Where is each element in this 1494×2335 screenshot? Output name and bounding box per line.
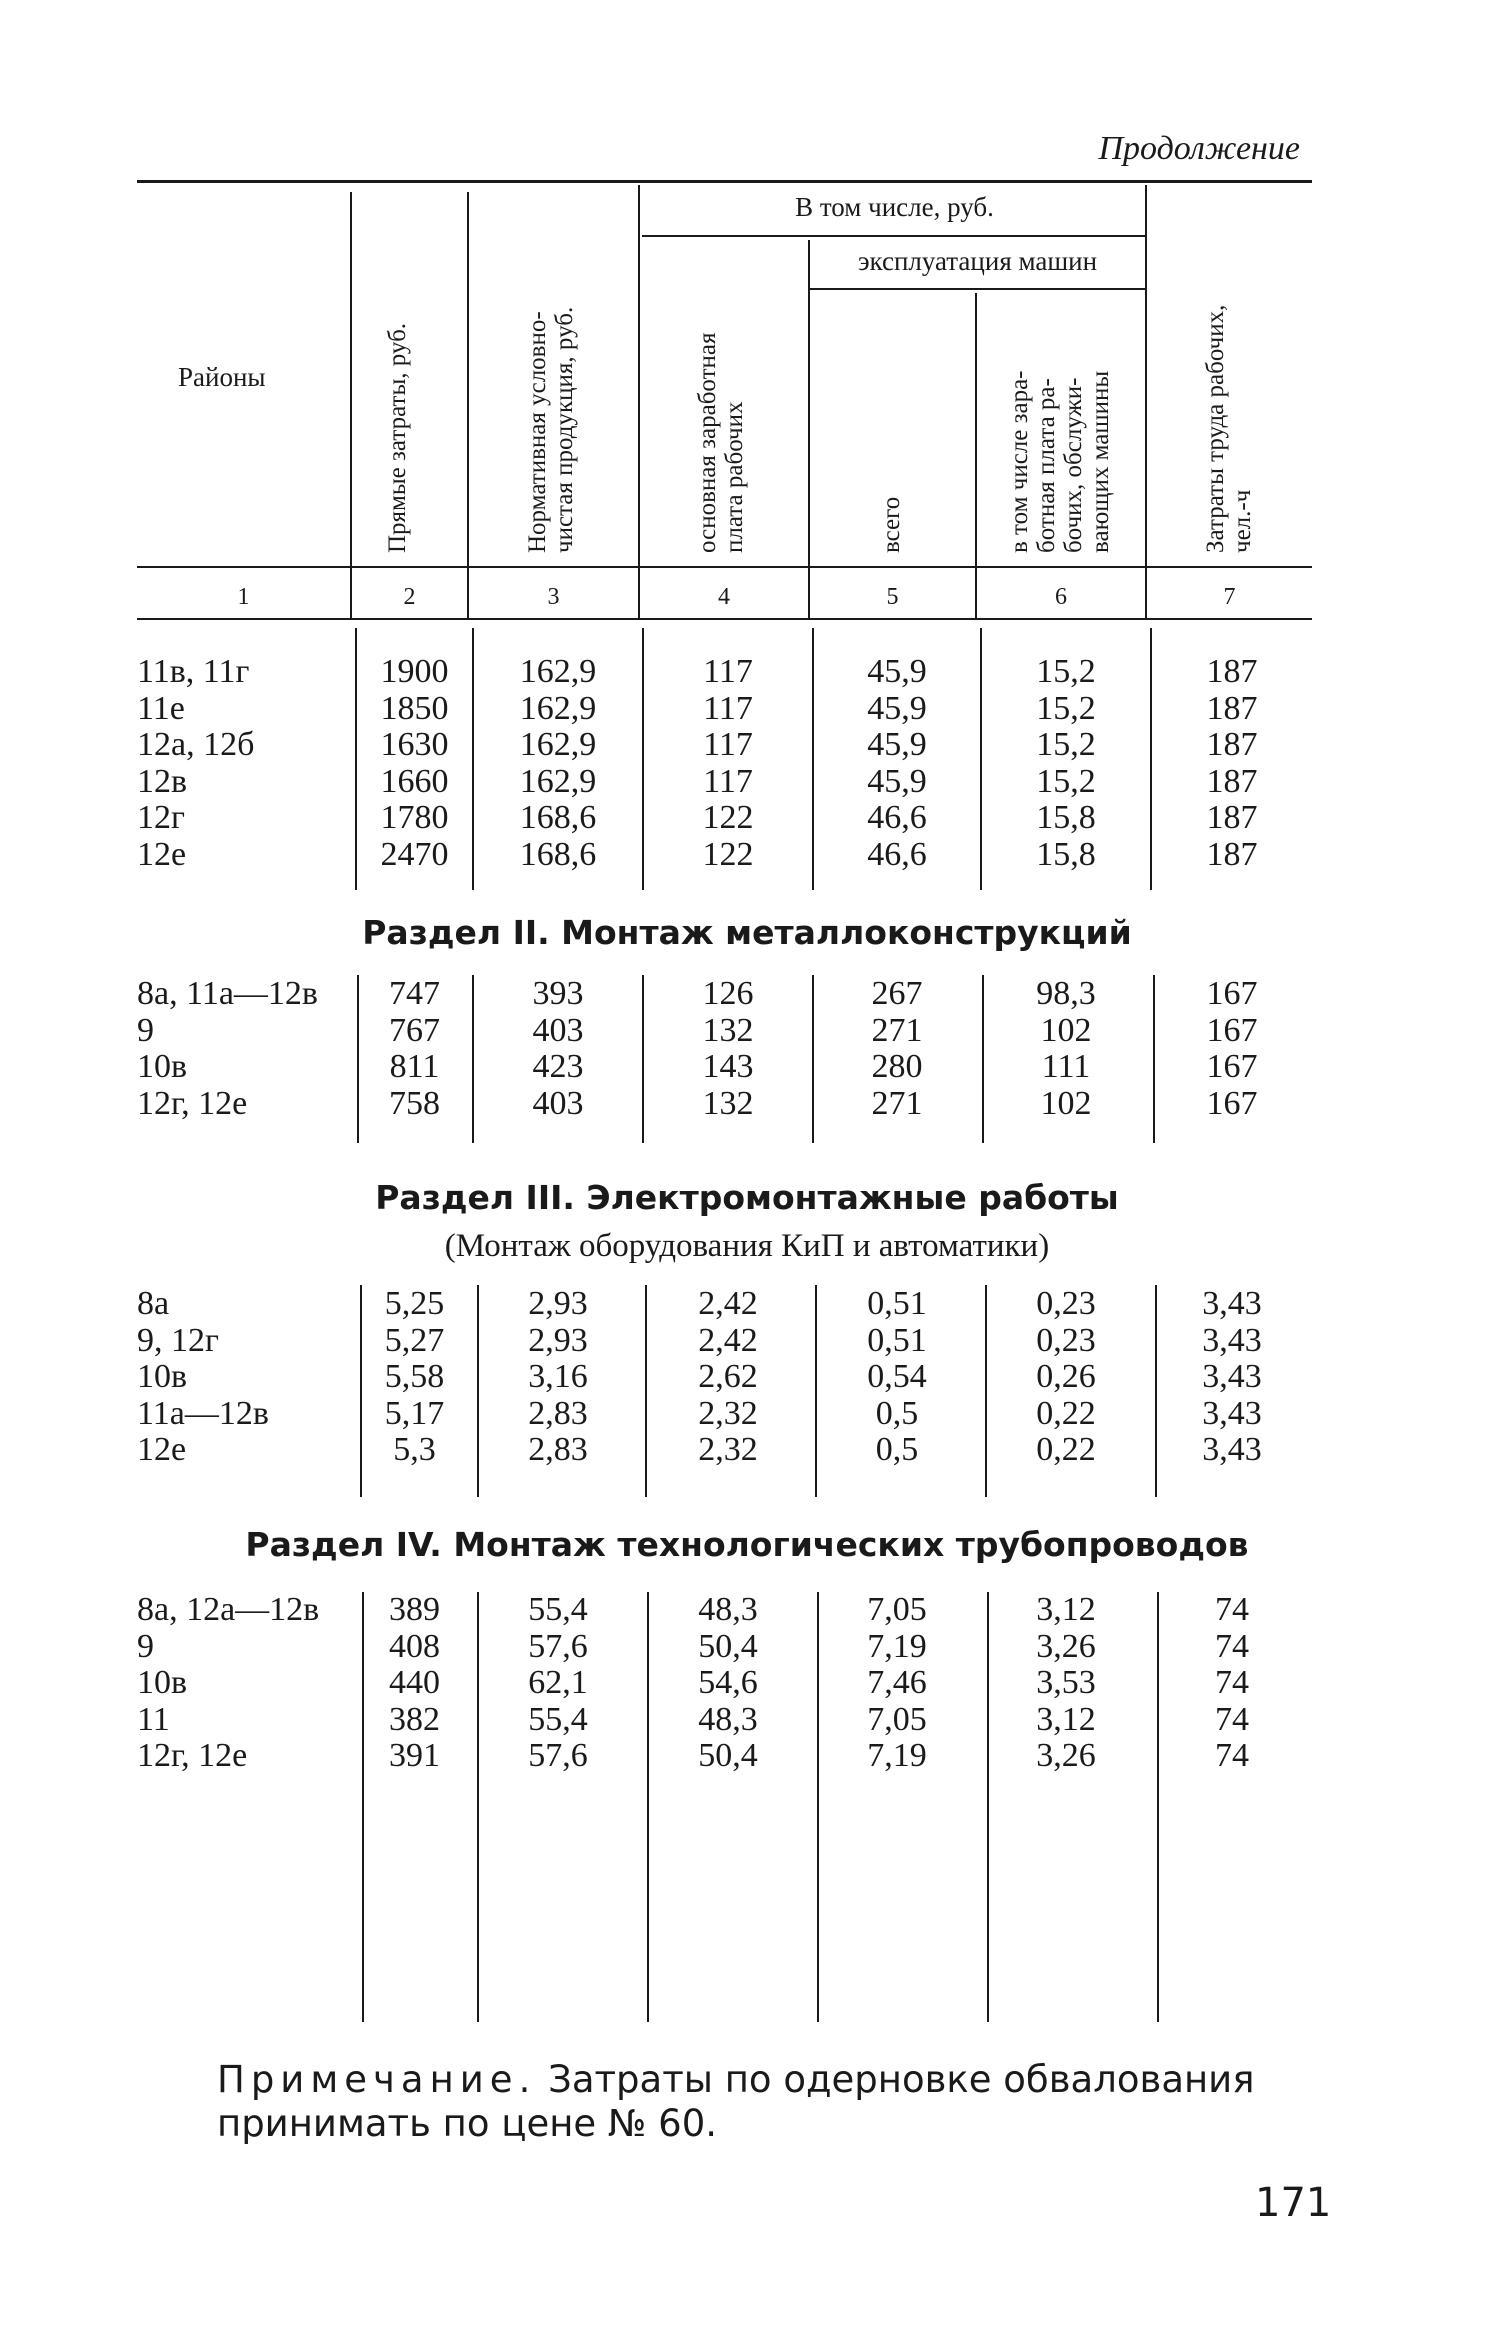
value-cell: 74 [1215,1664,1249,1701]
value-cell: 74 [1215,1627,1249,1665]
value-cell: 2470 [380,835,449,873]
value-cell: 408 [389,1627,440,1665]
region-cell: 10в [137,1664,188,1701]
value-cell: 267 [871,975,923,1012]
table-row [0,1665,1494,1702]
value-cell: 5,58 [384,1358,445,1395]
header-vrule [467,192,469,620]
header-base-wage: основная заработная плата рабочих [694,332,748,553]
value-cell: 5,3 [393,1431,436,1468]
value-cell: 162,9 [519,689,597,727]
value-cell: 15,2 [1036,653,1096,690]
machines-rule [808,288,1147,290]
value-cell: 280 [871,1048,923,1085]
value-cell: 57,6 [528,1737,588,1774]
header-vrule [808,240,810,620]
table-row [0,1323,1494,1360]
header-direct-costs: Прямые затраты, руб. [384,322,411,553]
value-cell: 3,43 [1202,1321,1262,1359]
value-cell: 2,93 [528,1321,588,1359]
value-cell: 62,1 [528,1664,588,1701]
header-bottom-rule [137,566,1312,568]
col-number: 6 [1055,584,1067,610]
value-cell: 0,5 [875,1431,919,1468]
table-row [0,1738,1494,1775]
value-cell: 811 [389,1048,440,1085]
region-cell: 9, 12г [137,1321,219,1359]
col-number: 2 [403,584,416,610]
header-vrule [975,293,977,620]
value-cell: 74 [1215,1591,1249,1628]
value-cell: 2,32 [698,1394,758,1432]
value-cell: 187 [1206,689,1258,727]
value-cell: 5,27 [384,1321,445,1359]
value-cell: 117 [703,726,753,763]
table-row [0,837,1494,874]
table-row [0,976,1494,1013]
value-cell: 74 [1215,1737,1249,1774]
value-cell: 122 [702,835,754,873]
value-cell: 2,42 [698,1285,758,1322]
value-cell: 0,54 [867,1358,927,1395]
value-cell: 403 [532,1084,584,1122]
value-cell: 46,6 [867,835,927,873]
value-cell: 7,46 [867,1664,927,1701]
value-cell: 0,5 [875,1394,919,1432]
value-cell: 391 [389,1737,440,1774]
value-cell: 423 [532,1048,584,1085]
region-cell: 12е [137,1431,187,1468]
value-cell: 57,6 [528,1627,588,1665]
value-cell: 98,3 [1036,975,1096,1012]
header-regions: Районы [178,362,266,392]
region-cell: 8а, 12а—12в [137,1591,320,1628]
region-cell: 12а, 12б [137,726,255,763]
value-cell: 74 [1215,1700,1249,1738]
value-cell: 117 [703,689,753,727]
value-cell: 3,26 [1036,1737,1096,1774]
value-cell: 3,12 [1036,1591,1096,1628]
value-cell: 117 [703,653,753,690]
region-cell: 10в [137,1048,188,1085]
value-cell: 389 [389,1591,440,1628]
value-cell: 758 [389,1084,440,1122]
value-cell: 54,6 [698,1664,758,1701]
value-cell: 1660 [380,762,449,800]
col-number: 4 [718,584,730,610]
header-machines-label: эксплуатация машин [857,246,1098,276]
value-cell: 3,53 [1036,1664,1096,1701]
value-cell: 102 [1040,1084,1092,1122]
table-row [0,800,1494,837]
value-cell: 15,8 [1036,835,1096,873]
value-cell: 55,4 [528,1591,588,1628]
value-cell: 15,8 [1036,799,1096,836]
value-cell: 271 [871,1084,923,1122]
value-cell: 747 [389,975,440,1012]
table-row [0,1629,1494,1666]
table-row [0,764,1494,801]
value-cell: 3,43 [1202,1431,1262,1468]
value-cell: 1850 [380,689,449,727]
value-cell: 0,51 [867,1285,927,1322]
value-cell: 7,05 [867,1700,927,1738]
footnote-label: Примечание. [217,2058,537,2101]
value-cell: 111 [1041,1048,1091,1085]
value-cell: 7,05 [867,1591,927,1628]
value-cell: 1780 [380,799,449,836]
value-cell: 767 [389,1011,440,1049]
section-4-title: Раздел IV. Монтаж технологических трубопроводов [245,1525,1249,1564]
numbers-bottom-rule [137,618,1312,620]
value-cell: 167 [1206,1011,1258,1049]
value-cell: 167 [1206,1048,1258,1085]
value-cell: 1630 [380,726,449,763]
value-cell: 187 [1206,653,1258,690]
value-cell: 187 [1206,726,1258,763]
region-cell: 12в [137,762,188,800]
value-cell: 3,16 [528,1358,588,1395]
region-cell: 11 [137,1700,170,1738]
value-cell: 1900 [380,653,449,690]
value-cell: 15,2 [1036,726,1096,763]
value-cell: 0,51 [867,1321,927,1359]
region-cell: 11е [137,689,185,727]
value-cell: 117 [703,762,753,800]
value-cell: 15,2 [1036,689,1096,727]
value-cell: 393 [532,975,584,1012]
footnote [217,2058,1317,2146]
value-cell: 50,4 [698,1627,758,1665]
value-cell: 5,17 [384,1394,445,1432]
value-cell: 45,9 [867,762,927,800]
group-rule [642,235,1147,237]
value-cell: 168,6 [519,835,597,873]
value-cell: 168,6 [519,799,597,836]
table-row [0,1592,1494,1629]
value-cell: 187 [1206,762,1258,800]
value-cell: 2,32 [698,1431,758,1468]
table-row [0,1359,1494,1396]
value-cell: 187 [1206,835,1258,873]
value-cell: 5,25 [384,1285,445,1322]
continuation-label: Продолжение [1098,130,1300,167]
value-cell: 45,9 [867,689,927,727]
region-cell: 12г [137,799,185,836]
value-cell: 132 [702,1011,754,1049]
value-cell: 45,9 [867,726,927,763]
header-total: всего [878,496,905,553]
header-machine-wage: в том числе зара- ботная плата ра- бочих, обслужи- вающих машины [1006,370,1114,553]
header-vrule [638,185,640,620]
value-cell: 0,23 [1036,1285,1096,1322]
value-cell: 271 [871,1011,923,1049]
section-3-subtitle: (Монтаж оборудования КиП и автоматики) [444,1228,1050,1264]
value-cell: 2,93 [528,1285,588,1322]
value-cell: 102 [1040,1011,1092,1049]
table-row [0,1013,1494,1050]
value-cell: 55,4 [528,1700,588,1738]
value-cell: 3,43 [1202,1394,1262,1432]
value-cell: 3,43 [1202,1358,1262,1395]
region-cell: 12г, 12е [137,1737,248,1774]
value-cell: 167 [1206,975,1258,1012]
header-labor: Затраты труда рабочих, чел.-ч [1202,304,1256,553]
value-cell: 167 [1206,1084,1258,1122]
section-2-title: Раздел II. Монтаж металлоконструкций [362,913,1132,952]
value-cell: 0,22 [1036,1394,1096,1432]
value-cell: 50,4 [698,1737,758,1774]
value-cell: 0,22 [1036,1431,1096,1468]
value-cell: 7,19 [867,1627,927,1665]
header-normative-product: Нормативная условно- чистая продукция, руб. [524,306,578,553]
header-vrule [350,192,352,620]
region-cell: 9 [137,1011,154,1049]
section-3-title: Раздел III. Электромонтажные работы [375,1178,1119,1217]
value-cell: 3,43 [1202,1285,1262,1322]
region-cell: 8а [137,1285,170,1322]
col-number: 3 [547,584,560,610]
value-cell: 143 [702,1048,754,1085]
region-cell: 11в, 11г [137,653,250,690]
value-cell: 7,19 [867,1737,927,1774]
table-row [0,1432,1494,1469]
value-cell: 3,12 [1036,1700,1096,1738]
value-cell: 440 [389,1664,440,1701]
value-cell: 2,83 [528,1431,588,1468]
value-cell: 403 [532,1011,584,1049]
region-cell: 10в [137,1358,188,1395]
footnote-text: Затраты по одерновке обвалования принимать по цене № 60. [217,2058,1255,2145]
value-cell: 15,2 [1036,762,1096,800]
value-cell: 0,23 [1036,1321,1096,1359]
header-group-label: В том числе, руб. [795,192,994,222]
region-cell: 9 [137,1627,154,1665]
value-cell: 3,26 [1036,1627,1096,1665]
value-cell: 122 [702,799,754,836]
value-cell: 187 [1206,799,1258,836]
region-cell: 11а—12в [137,1394,269,1432]
region-cell: 12е [137,835,187,873]
value-cell: 2,42 [698,1321,758,1359]
table-row [0,1286,1494,1323]
value-cell: 126 [702,975,754,1012]
value-cell: 2,83 [528,1394,588,1432]
table-row [0,654,1494,691]
table-row [0,727,1494,764]
value-cell: 132 [702,1084,754,1122]
table-row [0,1086,1494,1123]
col-number: 1 [237,584,250,610]
table-row [0,1049,1494,1086]
region-cell: 8а, 11а—12в [137,975,318,1012]
value-cell: 46,6 [867,799,927,836]
value-cell: 48,3 [698,1700,758,1738]
header-top-rule [137,180,1312,183]
region-cell: 12г, 12е [137,1084,248,1122]
value-cell: 45,9 [867,653,927,690]
value-cell: 2,62 [698,1358,758,1395]
col-number: 7 [1223,584,1236,610]
value-cell: 382 [389,1700,440,1738]
value-cell: 48,3 [698,1591,758,1628]
page-number: 171 [1255,2180,1332,2226]
table-row [0,691,1494,728]
table-row [0,1702,1494,1739]
table-row [0,1396,1494,1433]
col-number: 5 [886,584,899,610]
value-cell: 0,26 [1036,1358,1096,1395]
value-cell: 162,9 [519,726,597,763]
value-cell: 162,9 [519,762,597,800]
value-cell: 162,9 [519,653,597,690]
